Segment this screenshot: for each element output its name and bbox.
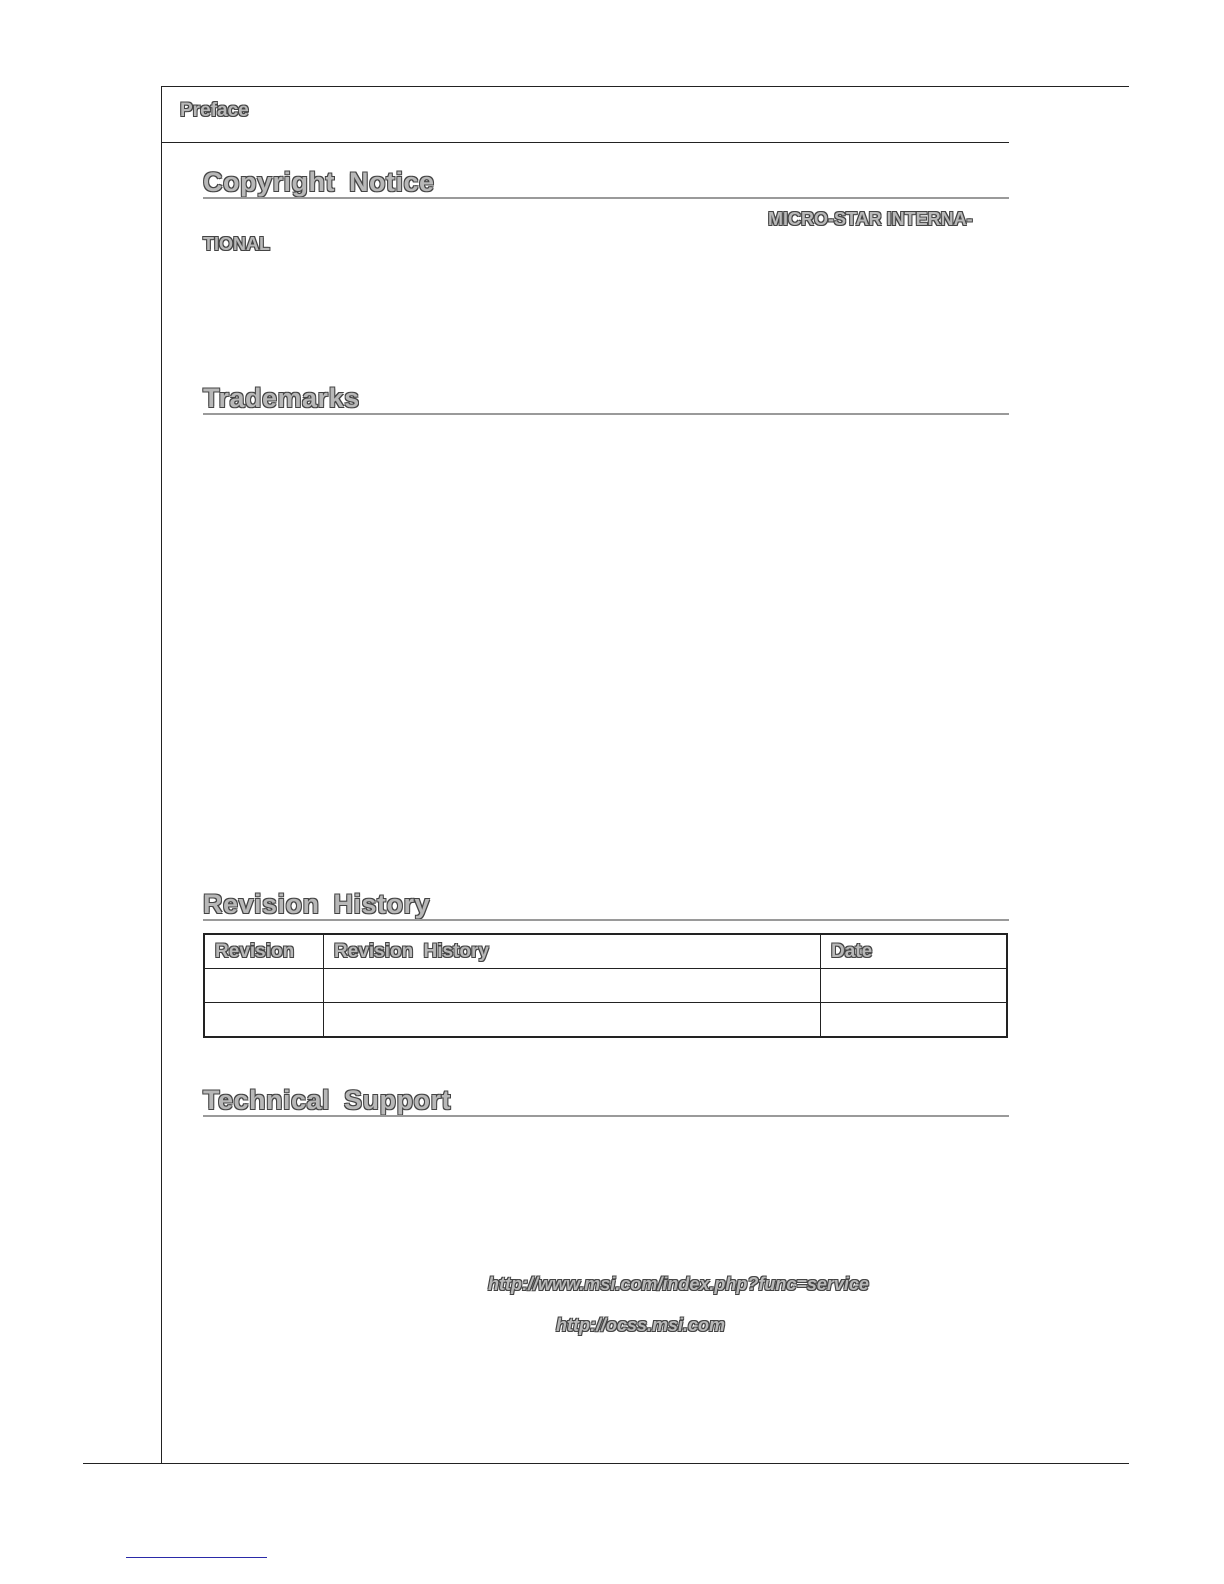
revision-history-rule	[203, 919, 1009, 921]
technical-support-rule	[203, 1115, 1009, 1117]
technical-support-title: Technical Support	[203, 1085, 452, 1115]
revision-history-table	[203, 933, 1008, 1038]
table-cell	[821, 1003, 1008, 1038]
footer-link-underline	[126, 1557, 267, 1558]
table-cell	[204, 969, 324, 1003]
table-cell	[324, 1003, 821, 1038]
frame-top-line	[161, 86, 1129, 87]
column-header-revision-history: Revision History	[324, 934, 821, 969]
msi-ocss-link[interactable]: http://ocss.msi.com	[556, 1315, 726, 1335]
trademarks-rule	[203, 413, 1009, 415]
frame-left-vertical-line	[161, 86, 162, 1464]
frame-bottom-line	[83, 1463, 1129, 1464]
column-header-revision: Revision	[204, 934, 324, 969]
table-row	[204, 969, 1007, 1003]
column-header-date: Date	[821, 934, 1008, 969]
trademarks-title: Trademarks	[203, 383, 360, 413]
copyright-notice-title: Copyright Notice	[203, 167, 435, 197]
table-cell	[821, 969, 1008, 1003]
msi-service-link[interactable]: http://www.msi.com/index.php?func=service	[488, 1274, 869, 1294]
company-name-part2: TIONAL	[203, 234, 270, 254]
revision-history-title: Revision History	[203, 889, 431, 919]
header-bottom-line	[161, 142, 1009, 143]
copyright-notice-rule	[203, 197, 1009, 199]
table-row	[204, 1003, 1007, 1038]
table-header-row	[204, 934, 1007, 969]
header-section-label: Preface	[180, 100, 249, 121]
company-name-part1: MICRO-STAR INTERNA-	[768, 209, 973, 229]
table-cell	[324, 969, 821, 1003]
table-cell	[204, 1003, 324, 1038]
